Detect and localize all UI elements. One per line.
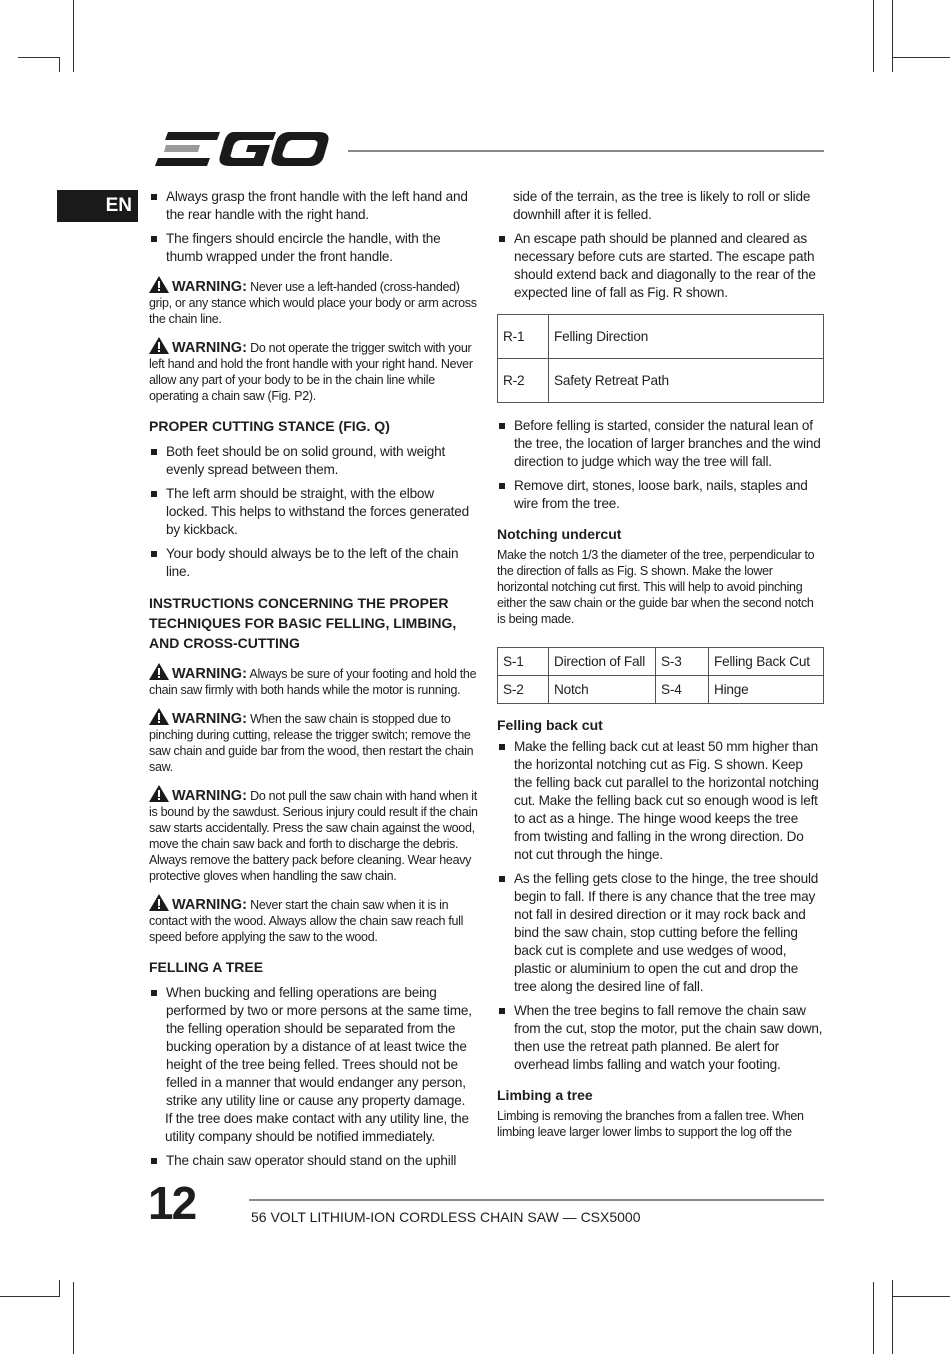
body-paragraph: Limbing is removing the branches from a fallen tree. When limbing leave larger lower limbs to support the log off the [497,1109,804,1139]
warning-paragraph: WARNING: Never start the chain saw when it is in contact with the wood. Always allow the chain saw reach full speed before applying the saw to the wood. [149,894,479,945]
table-row [498,315,824,359]
subsection-heading: Felling back cut [497,717,603,733]
bullet-icon [499,483,505,489]
table-cell-code: S-3 [656,648,709,676]
footer-title: 56 VOLT LITHIUM-ION CORDLESS CHAIN SAW — CSX5000 [251,1209,641,1225]
list-item: When bucking and felling operations are being performed by two or more persons at the same time, the felling operation should be separated from the bucking operation by a distance of at least twice the height of the tree being felled. Trees should not be felled in a manner that would endanger any person, strike any utility line or cause any property damage. [149,984,479,1110]
list-item: Always grasp the front handle with the left hand and the rear handle with the right hand. [149,188,479,224]
ego-logo [150,130,330,170]
bullet-icon [151,1158,157,1164]
body-paragraph: Make the notch 1/3 the diameter of the tree, perpendicular to the direction of falls as Fig. S shown. Make the lower horizontal notching cut first. This will help to avoid pinching either the saw chain or the guide bar when the second notch is being made. [497,548,815,626]
bullet-icon [151,491,157,497]
bullet-icon [151,236,157,242]
bullet-icon [499,744,505,750]
page-number: 12 [148,1177,196,1229]
bullet-icon [151,990,157,996]
bullet-icon [499,236,505,242]
list-item: Your body should always be to the left of the chain line. [149,545,479,581]
bullet-icon [499,1008,505,1014]
table-row [498,648,824,676]
table-cell-code: S-4 [656,676,709,704]
bullet-icon [499,876,505,882]
header-rule [348,150,824,152]
handle-grip-list [149,188,479,266]
table-row [498,676,824,704]
felling-list-2 [149,1152,479,1170]
list-item: When the tree begins to fall remove the chain saw from the cut, stop the motor, put the chain saw down, then use the retreat path planned. Be alert for overhead limbs falling and watch your footing. [497,1002,824,1074]
list-item-continuation: side of the terrain, as the tree is likely to roll or slide downhill after it is felled. [513,189,811,222]
subsection-heading: Limbing a tree [497,1087,593,1103]
language-tab: EN [57,190,138,222]
bullet-icon [151,551,157,557]
section-heading: FELLING A TREE [149,959,264,975]
table-cell-label: Felling Back Cut [709,648,824,676]
warning-paragraph: WARNING: Always be sure of your footing and hold the chain saw firmly with both hands while the motor is running. [149,663,479,698]
figure-s-legend-table [497,647,824,704]
list-item: The fingers should encircle the handle, with the thumb wrapped under the front handle. [149,230,479,266]
list-item: Remove dirt, stones, loose bark, nails, staples and wire from the tree. [497,477,824,513]
warning-triangle-icon [149,337,169,354]
right-column [497,188,824,1146]
table-cell-code: S-2 [498,676,549,704]
list-item: The left arm should be straight, with the elbow locked. This helps to withstand the forces generated by kickback. [149,485,479,539]
table-cell-label: Felling Direction [549,315,824,359]
list-item-continuation: If the tree does make contact with any utility line, the utility company should be notified immediately. [165,1111,469,1144]
list-item: The chain saw operator should stand on the uphill [149,1152,479,1170]
section-heading: INSTRUCTIONS CONCERNING THE PROPER TECHNIQUES FOR BASIC FELLING, LIMBING, AND CROSS-CUTTING [149,595,457,651]
table-cell-label: Direction of Fall [549,648,656,676]
bullet-icon [151,194,157,200]
warning-triangle-icon [149,663,169,680]
list-item: Make the felling back cut at least 50 mm higher than the horizontal notching cut as Fig. S shown. Keep the felling back cut parallel to the horizontal notching cut. Make the felling back cut so enough wood is left to act as a hinge. The hinge wood keeps the tree from twisting and falling in the wrong direction. Do not cut through the hinge. [497,738,824,864]
before-felling-list [497,417,824,513]
section-heading: PROPER CUTTING STANCE (FIG. Q) [149,418,390,434]
list-item: Before felling is started, consider the natural lean of the tree, the location of larger branches and the wind direction to judge which way the tree will fall. [497,417,824,471]
warning-triangle-icon [149,785,169,802]
subsection-heading: Notching undercut [497,526,622,542]
table-cell-code: R-1 [498,315,549,359]
list-item: Both feet should be on solid ground, with weight evenly spread between them. [149,443,479,479]
list-item: An escape path should be planned and cleared as necessary before cuts are started. The escape path should extend back and diagonally to the rear of the expected line of fall as Fig. R shown. [497,230,824,302]
bullet-icon [499,423,505,429]
table-cell-code: S-1 [498,648,549,676]
warning-paragraph: WARNING: Do not operate the trigger switch with your left hand and hold the front handle with your right hand. Never allow any part of your body to be in the chain line while operating a chain saw (Fig. P2). [149,337,479,404]
felling-list [149,984,479,1110]
warning-triangle-icon [149,894,169,911]
table-row [498,359,824,403]
escape-list [497,230,824,302]
table-cell-label: Notch [549,676,656,704]
warning-paragraph: WARNING: Do not pull the saw chain with hand when it is bound by the sawdust. Serious injury could result if the chain saw starts accidentally. Press the saw chain against the wood, move the chain saw back and forth to discharge the debris. Always remove the battery pack before cleaning. Wear heavy protective gloves when handling the saw chain. [149,785,479,884]
bullet-icon [151,449,157,455]
figure-r-legend-table [497,314,824,403]
warning-paragraph: WARNING: When the saw chain is stopped due to pinching during cutting, release the trigger switch; remove the saw chain and guide bar from the wood, then restart the chain saw. [149,708,479,775]
backcut-list [497,738,824,1074]
footer-rule [249,1199,824,1201]
table-cell-label: Hinge [709,676,824,704]
table-cell-label: Safety Retreat Path [549,359,824,403]
warning-paragraph: WARNING: Never use a left-handed (cross-handed) grip, or any stance which would place your body or arm across the chain line. [149,276,479,327]
warning-triangle-icon [149,276,169,293]
table-cell-code: R-2 [498,359,549,403]
warning-triangle-icon [149,708,169,725]
list-item: As the felling gets close to the hinge, the tree should begin to fall. If there is any chance that the tree may not fall in desired direction or it may rock back and bind the saw chain, stop cutting before the felling back cut is complete and use wedges of wood, plastic or aluminium to open the cut and drop the tree along the desired line of fall. [497,870,824,996]
stance-list [149,443,479,581]
left-column [149,188,479,1176]
